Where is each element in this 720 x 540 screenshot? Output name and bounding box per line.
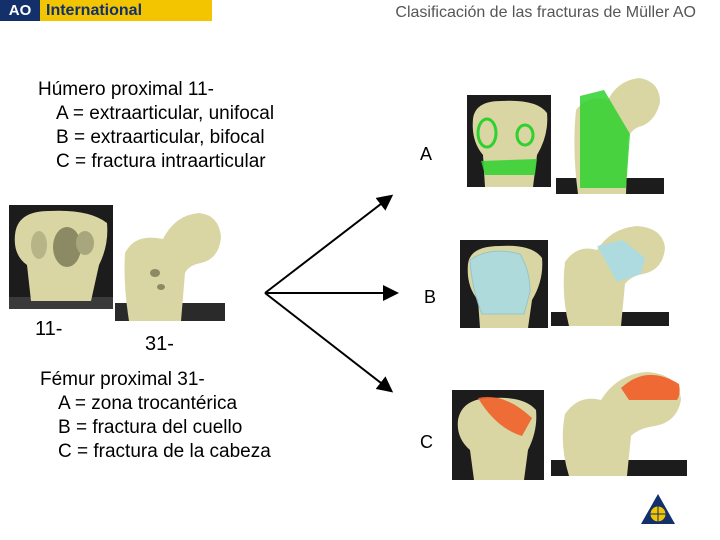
ao-logo-mark: AO (0, 0, 40, 21)
femur-code: 31- (145, 333, 174, 355)
type-c-label: C (420, 432, 433, 452)
type-b-humerus-image (460, 240, 548, 328)
femur-text (40, 368, 271, 464)
type-c-humerus-image (452, 390, 544, 480)
humerus-code: 11- (35, 318, 63, 340)
type-b-femur-image (551, 218, 669, 326)
humerus-image (9, 205, 113, 309)
femur-heading: Fémur proximal 31- (40, 369, 205, 390)
type-c-femur-image (551, 360, 687, 476)
femur-item-a: A = zona trocantérica (58, 393, 238, 414)
arrow-to-c (265, 293, 390, 390)
humerus-heading: Húmero proximal 11- (38, 79, 214, 100)
type-a-femur-image (556, 70, 664, 194)
arrow-to-a (265, 197, 390, 293)
humerus-text (38, 78, 274, 174)
branch-arrows (255, 185, 405, 400)
type-b-label: B (424, 287, 437, 307)
femur-item-c: C = fractura de la cabeza (58, 441, 271, 462)
femur-image (115, 203, 225, 321)
ao-seal-logo (639, 492, 677, 526)
humerus-item-a: A = extraarticular, unifocal (56, 103, 275, 124)
type-a-humerus-image (467, 95, 551, 187)
humerus-item-c: C = fractura intraarticular (56, 151, 266, 172)
slide-title: Clasificación de las fracturas de Müller AO (395, 4, 696, 21)
type-a-label: A (420, 144, 433, 164)
femur-item-b: B = fractura del cuello (58, 417, 243, 438)
humerus-item-b: B = extraarticular, bifocal (56, 127, 265, 148)
ao-logo-text: International (46, 2, 143, 19)
